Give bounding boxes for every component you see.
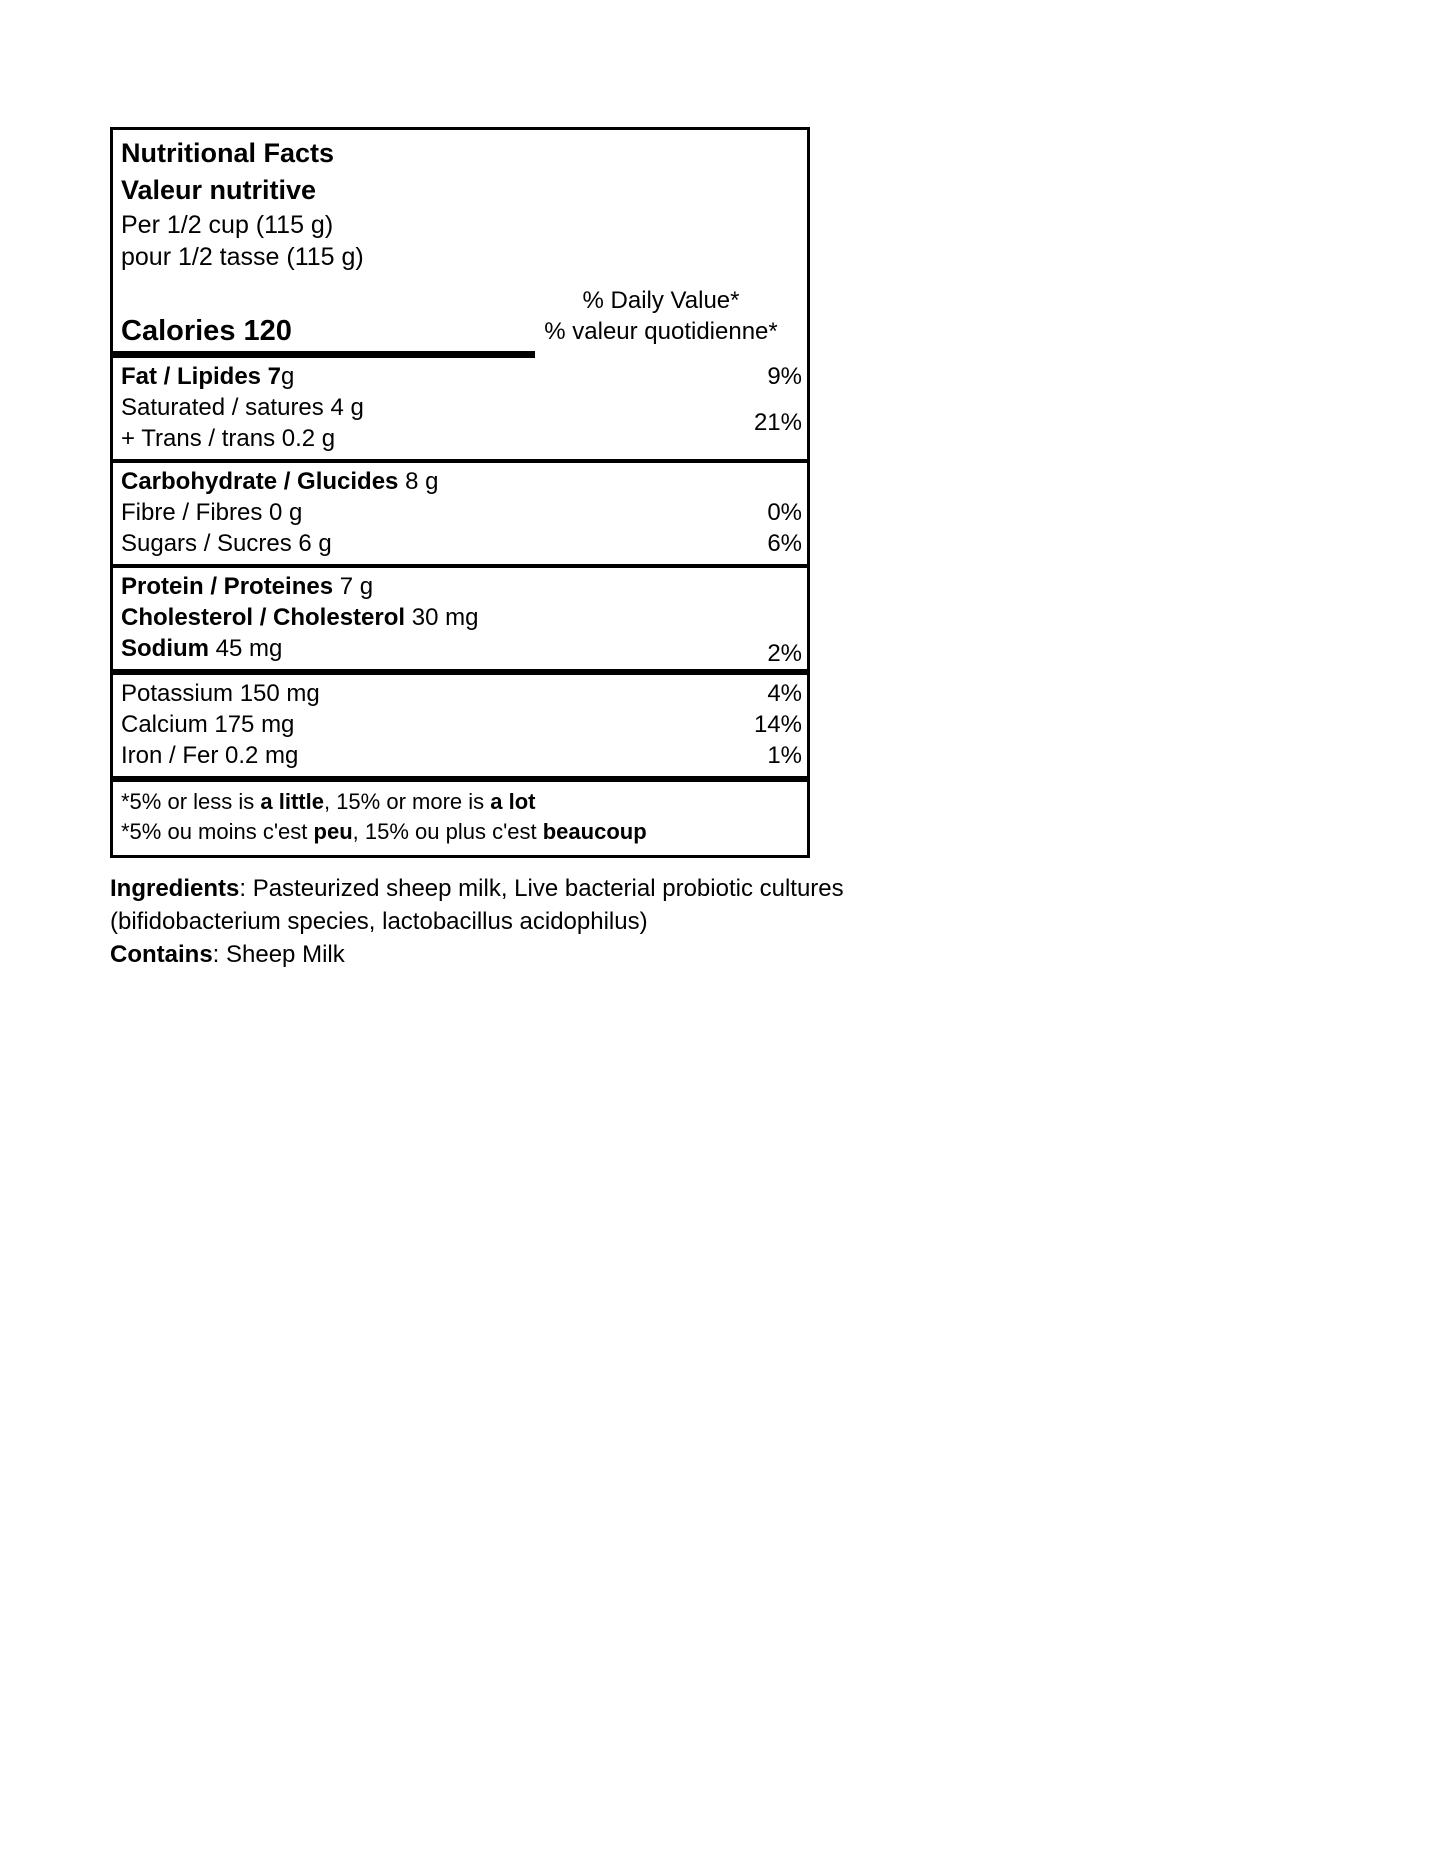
percent-iron: 1% <box>767 742 802 769</box>
contains-text: : Sheep Milk <box>212 941 345 968</box>
nutrient-row-iron <box>121 740 802 771</box>
nutrient-row-sugars <box>121 528 802 559</box>
ingredients-heading: Ingredients <box>110 875 240 902</box>
calories-row <box>121 285 801 349</box>
serving-size-fr: pour 1/2 tasse (115 g) <box>121 243 364 271</box>
nutrient-row-cholesterol <box>121 602 802 633</box>
sugars-rest-text: Sugars / Sucres 6 g <box>121 530 332 557</box>
calories-label: Calories <box>121 315 236 347</box>
nutrition-facts-label <box>110 127 810 858</box>
percent-sugars: 6% <box>767 530 802 557</box>
nutrient-row-fibre <box>121 497 802 528</box>
footnote-fr-peu: peu <box>313 819 353 844</box>
percent-fibre: 0% <box>767 499 802 526</box>
fat-subrows <box>121 392 802 454</box>
nutrient-label-sodium <box>121 633 282 664</box>
sodium-rest-text: 45 mg <box>209 635 283 662</box>
daily-value-header <box>521 285 801 349</box>
nutrient-label-protein <box>121 571 373 602</box>
nutrient-label-fat <box>121 361 294 392</box>
percent-saturated-trans: 21% <box>753 409 802 436</box>
serving-size-en: Per 1/2 cup (115 g) <box>121 211 334 239</box>
percent-fat: 9% <box>767 363 802 390</box>
nutrient-row-sodium <box>121 633 802 667</box>
footnote-fr-beaucoup: beaucoup <box>542 819 647 844</box>
fat-bold-text: Fat / Lipides 7 <box>121 363 282 390</box>
nutrient-label-saturated: Saturated / satures 4 g <box>121 394 364 421</box>
protein-rest-text: 7 g <box>333 573 374 600</box>
ingredients-line <box>110 872 868 938</box>
calories-text <box>121 313 292 349</box>
nutrient-label-potassium: Potassium 150 mg <box>121 680 320 707</box>
carbohydrate-rest-text: 8 g <box>398 468 439 495</box>
protein-section <box>113 564 807 669</box>
cholesterol-bold-text: Cholesterol / Cholesterol <box>121 604 406 631</box>
ingredients-text: : Pasteurized sheep milk, Live bacterial probiotic cultures (bifidobacterium species, lactobacillus acidophilus) <box>110 875 844 935</box>
nutrient-row-trans <box>121 423 802 454</box>
calories-value: 120 <box>243 315 292 347</box>
percent-potassium: 4% <box>767 680 802 707</box>
header-section <box>113 130 807 358</box>
minerals-section <box>113 669 807 776</box>
nutrient-label-calcium: Calcium 175 mg <box>121 711 295 738</box>
contains-line <box>110 938 868 971</box>
nutrient-row-fat <box>121 361 802 392</box>
nutrient-label-carbohydrate <box>121 466 438 497</box>
nutrient-row-calcium <box>121 709 802 740</box>
footnote-section <box>113 776 807 855</box>
nutrient-row-protein <box>121 571 802 602</box>
nutrient-label-fibre <box>121 497 302 528</box>
footnote-fr-part2: , 15% ou plus c'est <box>352 819 543 844</box>
nutrient-label-iron: Iron / Fer 0.2 mg <box>121 742 299 769</box>
nutrient-label-cholesterol <box>121 602 478 633</box>
cholesterol-rest-text: 30 mg <box>405 604 479 631</box>
footnote-en-a-little: a little <box>260 789 324 814</box>
nutrient-label-trans: + Trans / trans 0.2 g <box>121 425 336 452</box>
footnote-en-part1: *5% or less is <box>121 789 261 814</box>
ingredients-block <box>110 872 868 971</box>
footnote-fr-part1: *5% ou moins c'est <box>121 819 314 844</box>
protein-bold-text: Protein / Proteines <box>121 573 334 600</box>
carbohydrate-bold-text: Carbohydrate / Glucides <box>121 468 399 495</box>
carbohydrate-section <box>113 459 807 564</box>
daily-value-header-fr: % valeur quotidienne* <box>544 318 778 345</box>
contains-heading: Contains <box>110 941 213 968</box>
percent-sodium: 2% <box>767 640 802 667</box>
label-title-fr: Valeur nutritive <box>121 175 317 205</box>
footnote-en-a-lot: a lot <box>490 789 536 814</box>
fat-section <box>113 358 807 459</box>
calories-divider-bar <box>113 351 535 358</box>
footnote-en <box>121 787 802 817</box>
daily-value-header-en: % Daily Value* <box>582 287 740 314</box>
nutrient-row-potassium <box>121 678 802 709</box>
nutrient-row-saturated <box>121 392 802 423</box>
sodium-bold-text: Sodium <box>121 635 209 662</box>
nutrient-label-sugars <box>121 528 332 559</box>
fibre-rest-text: Fibre / Fibres 0 g <box>121 499 303 526</box>
nutrient-row-carbohydrate <box>121 466 802 497</box>
percent-calcium: 14% <box>753 711 802 738</box>
footnote-en-part2: , 15% or more is <box>323 789 491 814</box>
label-title-en: Nutritional Facts <box>121 138 335 168</box>
footnote-fr <box>121 817 802 847</box>
fat-rest-text: g <box>281 363 295 390</box>
